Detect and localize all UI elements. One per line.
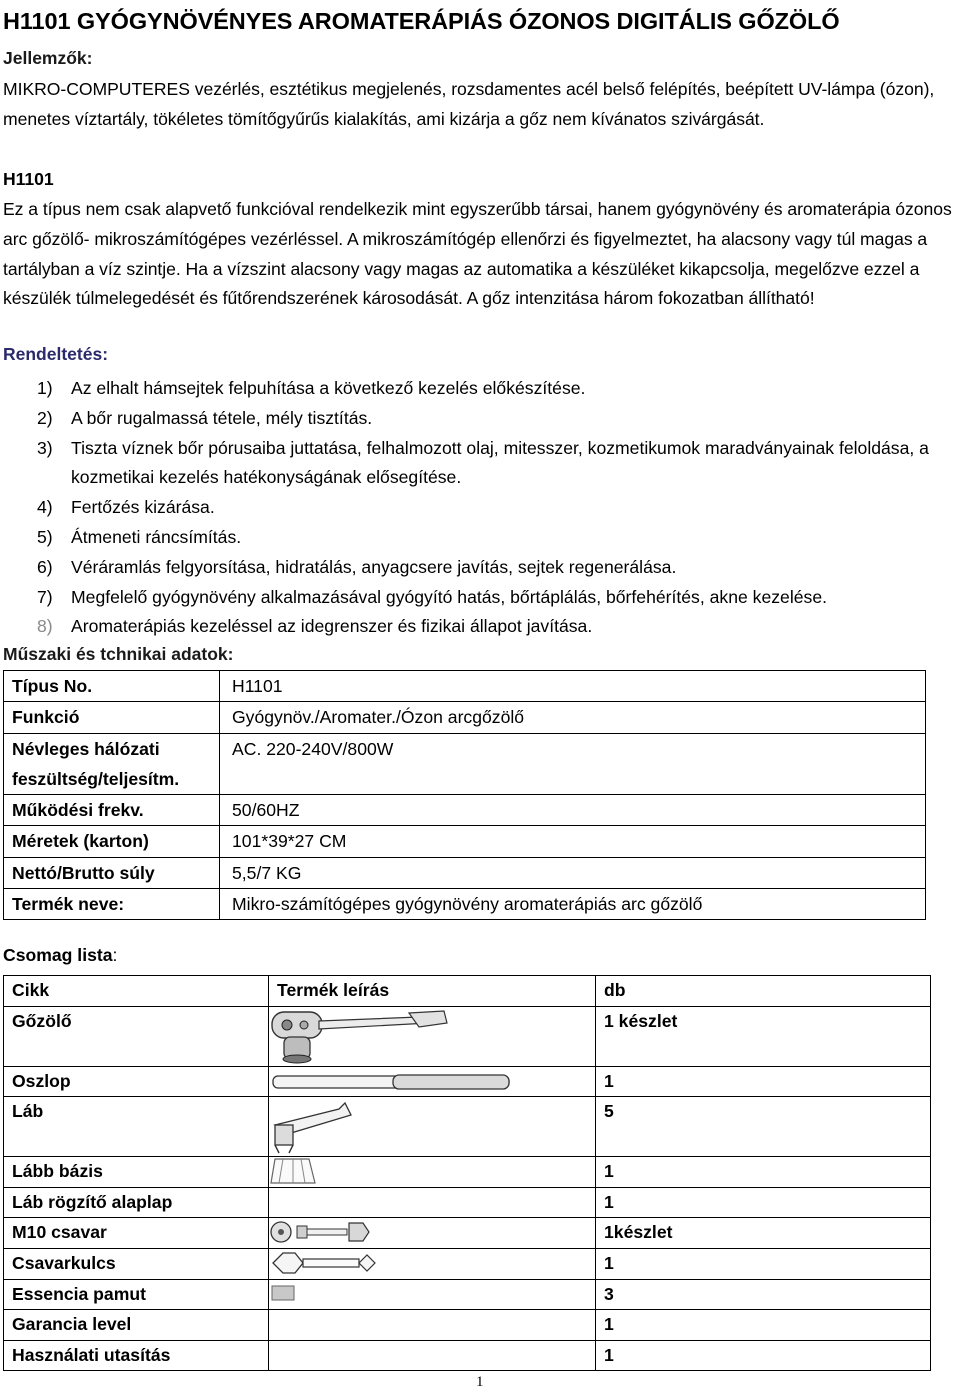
package-item: Garancia level bbox=[4, 1310, 269, 1341]
page-number: 1 bbox=[476, 1374, 484, 1390]
list-text: Átmeneti ráncsímítás. bbox=[71, 526, 242, 547]
list-text: Tiszta víznek bőr pórusaiba juttatása, felhalmozott olaj, mitesszer, kozmetikumok maradványainak feloldása, a kozmetikai kezelés hatékonyságának elősegítése. bbox=[71, 437, 929, 488]
package-qty: 1készlet bbox=[596, 1218, 931, 1249]
package-heading-text: Csomag lista bbox=[3, 945, 113, 965]
package-item-image bbox=[269, 1218, 596, 1249]
pole-icon bbox=[269, 1067, 519, 1095]
table-row bbox=[4, 702, 926, 733]
package-item: M10 csavar bbox=[4, 1218, 269, 1249]
specs-table bbox=[3, 670, 926, 920]
package-item: Használati utasítás bbox=[4, 1340, 269, 1371]
spec-value: AC. 220-240V/800W bbox=[220, 733, 926, 795]
package-qty: 1 bbox=[596, 1187, 931, 1218]
spec-key: Működési frekv. bbox=[4, 795, 220, 826]
package-item: Oszlop bbox=[4, 1066, 269, 1097]
list-number: 2) bbox=[37, 407, 53, 428]
table-row bbox=[4, 1157, 931, 1188]
list-item bbox=[0, 583, 960, 613]
cotton-pad-icon bbox=[269, 1280, 309, 1308]
package-item-image bbox=[269, 1279, 596, 1310]
list-number: 5) bbox=[37, 526, 53, 547]
package-qty: 1 bbox=[596, 1310, 931, 1341]
spec-value: 50/60HZ bbox=[220, 795, 926, 826]
package-item-image bbox=[269, 1006, 596, 1066]
table-row bbox=[4, 1006, 931, 1066]
list-number: 7) bbox=[37, 586, 53, 607]
table-row bbox=[4, 889, 926, 920]
package-item: Lább bázis bbox=[4, 1157, 269, 1188]
spec-key: Funkció bbox=[4, 702, 220, 733]
list-number: 4) bbox=[37, 497, 53, 518]
package-qty: 1 bbox=[596, 1157, 931, 1188]
bolt-icon bbox=[269, 1218, 379, 1246]
table-row bbox=[4, 733, 926, 795]
table-row bbox=[4, 1066, 931, 1097]
table-row bbox=[4, 826, 926, 857]
table-row bbox=[4, 1340, 931, 1371]
package-item: Essencia pamut bbox=[4, 1279, 269, 1310]
leg-base-icon bbox=[269, 1157, 329, 1185]
package-item-image bbox=[269, 1097, 596, 1157]
list-item bbox=[0, 404, 960, 434]
list-item bbox=[0, 493, 960, 523]
specs-heading: Műszaki és tchnikai adatok: bbox=[3, 644, 234, 664]
spec-key: Méretek (karton) bbox=[4, 826, 220, 857]
spec-value: H1101 bbox=[220, 671, 926, 702]
package-item: Láb bbox=[4, 1097, 269, 1157]
package-qty: 3 bbox=[596, 1279, 931, 1310]
package-item-image bbox=[269, 1157, 596, 1188]
package-item: Láb rögzítő alaplap bbox=[4, 1187, 269, 1218]
table-row bbox=[4, 1097, 931, 1157]
table-row bbox=[4, 795, 926, 826]
column-header: Cikk bbox=[4, 976, 269, 1007]
package-qty: 1 bbox=[596, 1248, 931, 1279]
package-table bbox=[3, 975, 931, 1371]
table-row bbox=[4, 1218, 931, 1249]
package-heading-suffix: : bbox=[112, 945, 118, 965]
model-label bbox=[3, 165, 958, 195]
spec-key: Termék neve: bbox=[4, 889, 220, 920]
spec-key: Névleges hálózati feszültség/teljesítm. bbox=[4, 733, 220, 795]
leg-icon bbox=[269, 1097, 369, 1155]
package-item-image bbox=[269, 1310, 596, 1341]
spec-value: Gyógynöv./Aromater./Ózon arcgőzölő bbox=[220, 702, 926, 733]
list-item bbox=[0, 612, 960, 642]
spec-value: 5,5/7 KG bbox=[220, 857, 926, 888]
list-number: 8) bbox=[37, 616, 53, 637]
package-qty: 1 készlet bbox=[596, 1006, 931, 1066]
list-text: Véráramlás felgyorsítása, hidratálás, anyagcsere javítás, sejtek regenerálása. bbox=[71, 556, 677, 577]
list-text: Fertőzés kizárása. bbox=[71, 497, 215, 518]
package-item-image bbox=[269, 1187, 596, 1218]
document-title: H1101 GYÓGYNÖVÉNYES AROMATERÁPIÁS ÓZONOS DIGITÁLIS GŐZÖLŐ bbox=[3, 8, 840, 34]
list-number: 6) bbox=[37, 556, 53, 577]
package-item-image bbox=[269, 1248, 596, 1279]
package-qty: 1 bbox=[596, 1340, 931, 1371]
package-item: Csavarkulcs bbox=[4, 1248, 269, 1279]
list-item bbox=[0, 434, 960, 494]
package-qty: 5 bbox=[596, 1097, 931, 1157]
table-row bbox=[4, 1187, 931, 1218]
package-qty: 1 bbox=[596, 1066, 931, 1097]
table-row bbox=[4, 671, 926, 702]
list-number: 3) bbox=[37, 437, 53, 458]
features-heading: Jellemzők: bbox=[3, 48, 93, 68]
list-text: A bőr rugalmassá tétele, mély tisztítás. bbox=[71, 407, 373, 428]
spec-value: 101*39*27 CM bbox=[220, 826, 926, 857]
list-item bbox=[0, 523, 960, 553]
spec-value: Mikro-számítógépes gyógynövény aromaterápiás arc gőzölő bbox=[220, 889, 926, 920]
table-row bbox=[4, 1279, 931, 1310]
features-text: MIKRO-COMPUTERES vezérlés, esztétikus megjelenés, rozsdamentes acél belső felépítés, beépített UV-lámpa (ózon), menetes víztartály, tökéletes tömítőgyűrűs kialakítás, ami kizárja a gőz nem kívánatos szivárgását. bbox=[3, 79, 935, 129]
table-row bbox=[4, 1248, 931, 1279]
spec-key: Típus No. bbox=[4, 671, 220, 702]
list-text: Az elhalt hámsejtek felpuhítása a következő kezelés előkészítése. bbox=[71, 378, 586, 398]
table-header-row bbox=[4, 976, 931, 1007]
package-heading bbox=[3, 945, 117, 966]
package-item-image bbox=[269, 1340, 596, 1371]
table-row bbox=[4, 857, 926, 888]
purpose-list bbox=[0, 374, 960, 642]
package-item-image bbox=[269, 1066, 596, 1097]
steamer-head-icon bbox=[269, 1007, 499, 1065]
column-header: db bbox=[596, 976, 931, 1007]
list-item bbox=[0, 374, 960, 404]
column-header: Termék leírás bbox=[269, 976, 596, 1007]
model-name: H1101 bbox=[3, 169, 54, 189]
purpose-heading: Rendeltetés: bbox=[3, 344, 109, 364]
spec-key: Nettó/Brutto súly bbox=[4, 857, 220, 888]
package-item: Gőzölő bbox=[4, 1006, 269, 1066]
description-text: Ez a típus nem csak alapvető funkcióval rendelkezik mint egyszerűbb társai, hanem gyógynövény és aromaterápia ózonos arc gőzölő- mikroszámítógépes vezérléssel. A mikroszámítógép ellenőrzi és figyelmeztet, ha alacsony vagy túl magas a tartályban a víz szintje. Ha a vízszint alacsony vagy magas az automatika a készüléket kikapcsolja, megelőzve ezzel a készülék túlmelegedését és fűtőrendszerének károsodását. A gőz intenzitása három fokozatban állítható! bbox=[3, 199, 952, 309]
table-row bbox=[4, 1310, 931, 1341]
list-item bbox=[0, 553, 960, 583]
list-text: Aromaterápiás kezeléssel az idegrenszer és fizikai állapot javítása. bbox=[71, 616, 593, 637]
wrench-icon bbox=[269, 1249, 379, 1277]
list-text: Megfelelő gyógynövény alkalmazásával gyógyító hatás, bőrtáplálás, bőrfehérítés, akne kezelése. bbox=[71, 586, 827, 607]
list-number: 1) bbox=[37, 378, 53, 398]
